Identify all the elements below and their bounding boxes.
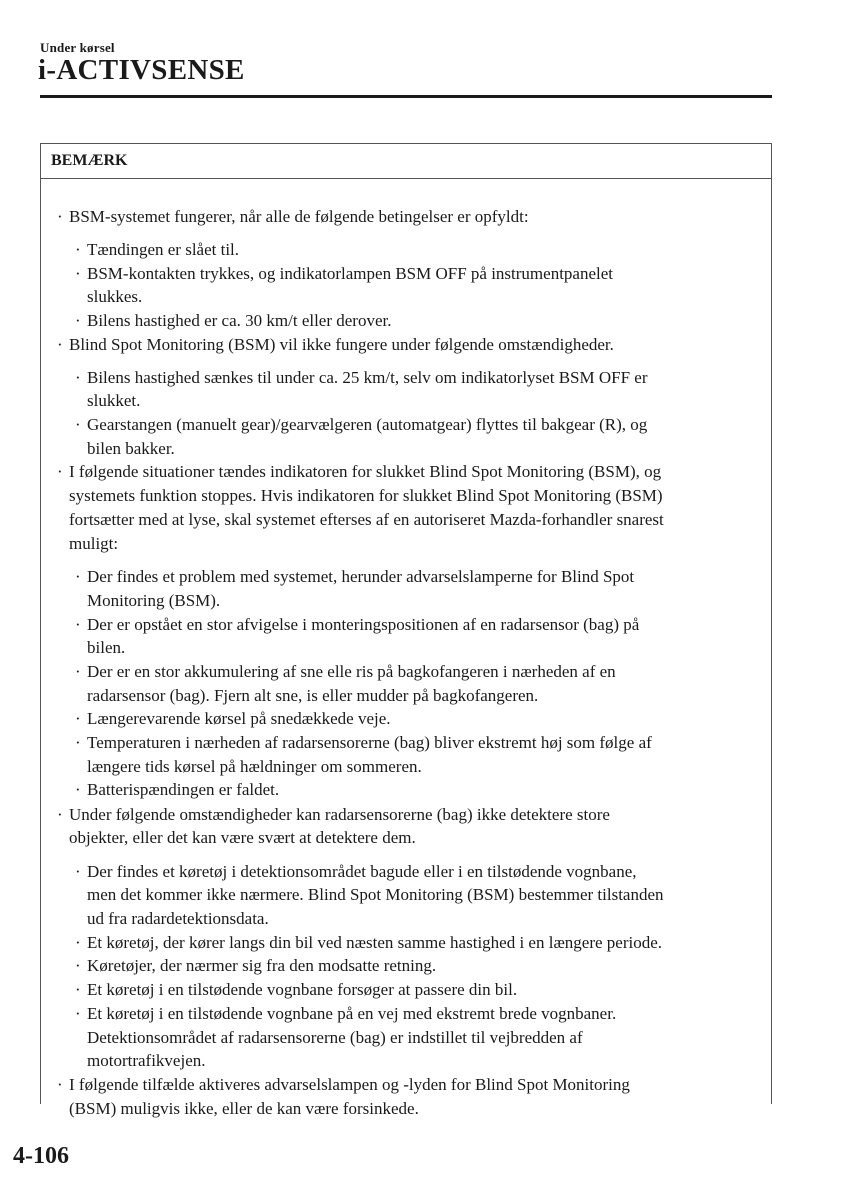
note-line: I følgende situationer tændes indikatoren for slukket Blind Spot Monitoring (BSM), og [69, 462, 662, 481]
note-subline: Der er opstået en stor afvigelse i monteringspositionen af en radarsensor (bag) på [87, 615, 640, 634]
note-line: I følgende tilfælde aktiveres advarselslampen og -lyden for Blind Spot Monitoring [69, 1075, 630, 1094]
note-subline: Bilens hastighed sænkes til under ca. 25 km/t, selv om indikatorlyset BSM OFF er [87, 368, 648, 387]
note-subline: Monitoring (BSM). [87, 591, 221, 610]
note-subline: Et køretøj i en tilstødende vognbane forsøger at passere din bil. [87, 980, 518, 999]
note-subline: Batterispændingen er faldet. [87, 780, 280, 799]
bullet-marker: · [75, 862, 81, 881]
bullet-marker: · [75, 311, 81, 330]
note-subline: Der findes et køretøj i detektionsområdet bagude eller i en tilstødende vognbane, [87, 862, 637, 881]
note-subline: bilen. [87, 638, 126, 657]
note-subline: Gearstangen (manuelt gear)/gearvælgeren (automatgear) flyttes til bakgear (R), og [87, 415, 648, 434]
note-subline: Der findes et problem med systemet, herunder advarselslamperne for Blind Spot [87, 567, 635, 586]
note-line: Under følgende omstændigheder kan radarsensorerne (bag) ikke detektere store [69, 805, 610, 824]
bullet-marker: · [75, 709, 81, 728]
note-subline: længere tids kørsel på hældninger om sommeren. [87, 757, 422, 776]
bullet-marker: · [57, 335, 63, 354]
note-box [40, 143, 772, 1118]
note-subline: motortrafikvejen. [87, 1051, 206, 1070]
bullet-marker: · [75, 933, 81, 952]
note-subline: Temperaturen i nærheden af radarsensorerne (bag) bliver ekstremt høj som følge af [87, 733, 652, 752]
header-rule [40, 95, 772, 98]
note-heading: BEMÆRK [41, 144, 771, 179]
bullet-marker: · [75, 264, 81, 283]
note-subline: Et køretøj i en tilstødende vognbane på en vej med ekstremt brede vognbaner. [87, 1004, 617, 1023]
note-line: (BSM) muligvis ikke, eller de kan være forsinkede. [69, 1099, 419, 1118]
bullet-marker: · [57, 1075, 63, 1094]
note-subline: Detektionsområdet af radarsensorerne (bag) er indstillet til vejbredden af [87, 1028, 583, 1047]
bullet-marker: · [75, 733, 81, 752]
bullet-marker: · [75, 1004, 81, 1023]
bullet-marker: · [57, 805, 63, 824]
section-label: Under kørsel [40, 40, 115, 55]
note-subline: men det kommer ikke nærmere. Blind Spot Monitoring (BSM) bestemmer tilstanden [87, 885, 664, 904]
bullet-marker: · [75, 368, 81, 387]
bullet-marker: · [57, 462, 63, 481]
note-line: systemets funktion stoppes. Hvis indikatoren for slukket Blind Spot Monitoring (BSM) [69, 486, 663, 505]
page-number: 4-106 [13, 1143, 69, 1169]
note-subline: slukkes. [87, 287, 143, 306]
bullet-marker: · [75, 567, 81, 586]
bullet-marker: · [75, 415, 81, 434]
note-subline: Der er en stor akkumulering af sne elle ris på bagkofangeren i nærheden af en [87, 662, 616, 681]
note-subline: ud fra radardetektionsdata. [87, 909, 269, 928]
note-subline: radarsensor (bag). Fjern alt sne, is eller mudder på bagkofangeren. [87, 686, 539, 705]
bullet-marker: · [75, 615, 81, 634]
bullet-marker: · [75, 780, 81, 799]
note-subline: Bilens hastighed er ca. 30 km/t eller derover. [87, 311, 392, 330]
bullet-marker: · [75, 956, 81, 975]
note-subline: BSM-kontakten trykkes, og indikatorlampen BSM OFF på instrumentpanelet [87, 264, 614, 283]
note-subline: Køretøjer, der nærmer sig fra den modsatte retning. [87, 956, 437, 975]
note-line: BSM-systemet fungerer, når alle de følgende betingelser er opfyldt: [69, 207, 529, 226]
note-line: objekter, eller det kan være svært at detektere dem. [69, 828, 416, 847]
note-subline: Tændingen er slået til. [87, 240, 240, 259]
bullet-marker: · [75, 980, 81, 999]
note-subline: bilen bakker. [87, 439, 175, 458]
note-subline: Et køretøj, der kører langs din bil ved næsten samme hastighed i en længere periode. [87, 933, 663, 952]
note-subline: slukket. [87, 391, 141, 410]
note-line: Blind Spot Monitoring (BSM) vil ikke fungere under følgende omstændigheder. [69, 335, 614, 354]
note-line: fortsætter med at lyse, skal systemet efterses af en autoriseret Mazda-forhandler snarest [69, 510, 664, 529]
note-subline: Længerevarende kørsel på snedækkede veje. [87, 709, 391, 728]
bullet-marker: · [57, 207, 63, 226]
page-title: i-ACTIVSENSE [38, 54, 245, 86]
bullet-marker: · [75, 240, 81, 259]
note-line: muligt: [69, 534, 119, 553]
bullet-marker: · [75, 662, 81, 681]
